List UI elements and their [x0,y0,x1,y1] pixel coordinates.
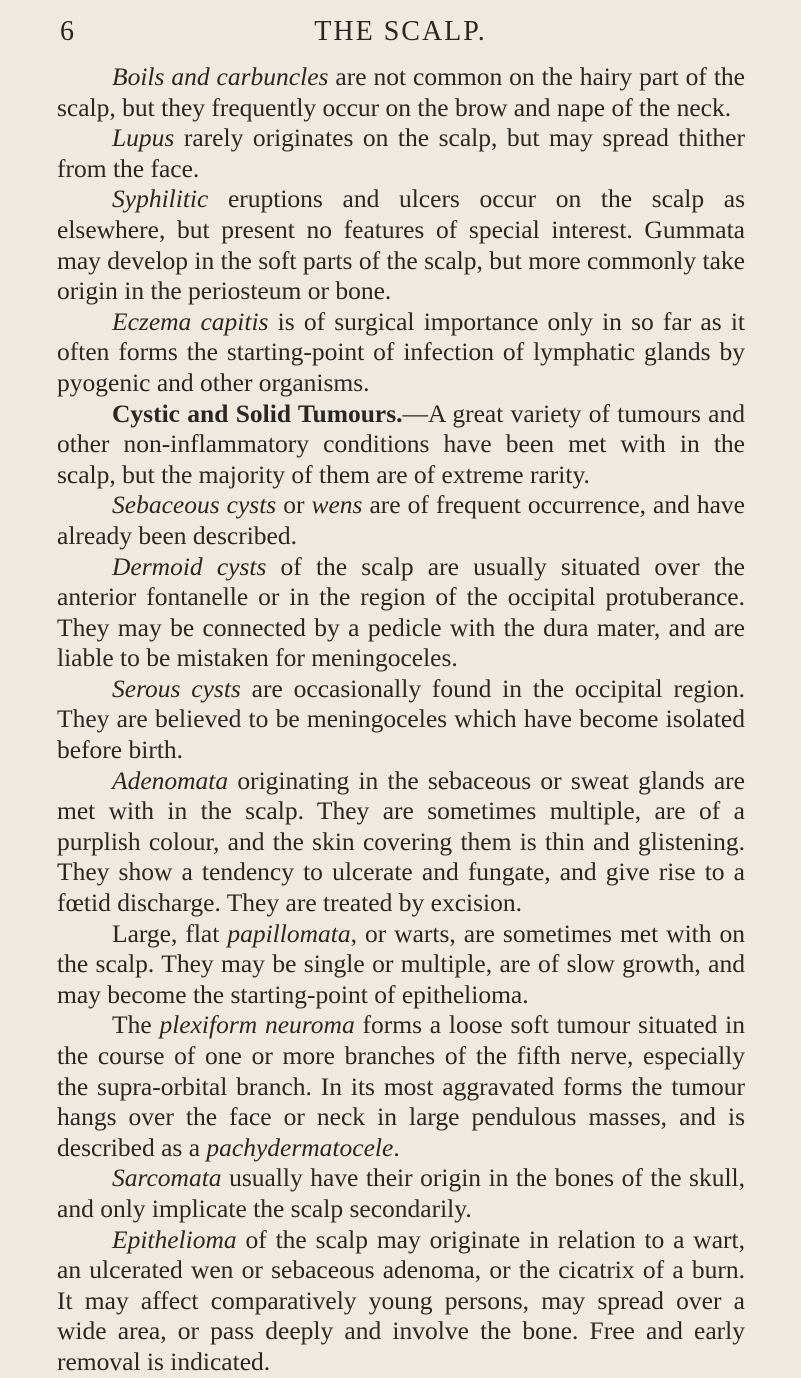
term-sebaceous-cysts: Sebaceous cysts [112,490,277,520]
paragraph-text: . [393,1132,400,1162]
paragraph-text: —A great variety of tumours and other non-inflammatory conditions have been met with in the scalp, but the majority of them are of extreme rarity. [57,398,746,489]
paragraph-text: or [276,490,312,520]
page-header [60,16,741,56]
paragraph-text: , or warts, are sometimes met with on the scalp. They may be single or multiple, are of slow growth, and may become the starting-point of epithelioma. [57,918,745,1009]
paragraph-sarcomata [57,1163,745,1224]
term-serous-cysts: Serous cysts [112,673,241,703]
paragraph-eczema [57,307,745,399]
body-text [57,62,745,1378]
paragraph-text: of the scalp are usually situated over the anterior fontanelle or in the region of the occipital protuberance. They may be connected by a pedicle with the dura mater, and are liable to be mistaken for meningoceles. [57,551,745,673]
running-head: THE SCALP. [314,16,487,47]
term-plexiform-neuroma: plexiform neuroma [159,1010,355,1040]
paragraph-text: The [112,1010,160,1040]
paragraph-text: originating in the sebaceous or sweat glands are met with in the scalp. They are sometimes multiple, are of a purplish colour, and the skin covering them is thin and glistening. They show a tendency to ulcerate and fungate, and give rise to a fœtid discharge. They are treated by excision. [57,765,745,918]
paragraph-serous [57,674,745,766]
section-heading-tumours: Cystic and Solid Tumours. [112,398,403,428]
paragraph-boils [57,62,745,123]
paragraph-text: eruptions and ulcers occur on the scalp as elsewhere, but present no features of special interest. Gummata may develop in the soft parts of the scalp, but more commonly take origin in the periosteum or bone. [57,184,745,306]
paragraph-papillomata [57,919,745,1011]
paragraph-text: usually have their origin in the bones of the skull, and only implicate the scalp secondarily. [57,1163,745,1223]
paragraph-text: forms a loose soft tumour situated in the course of one or more branches of the fifth nerve, especially the supra-orbital branch. In its most aggravated forms the tumour hangs over the face or neck in large pendulous masses, and is described as a [57,1010,745,1162]
paragraph-dermoid [57,552,745,674]
paragraph-text: are of frequent occurrence, and have already been described. [57,490,745,550]
page-number: 6 [60,16,74,47]
paragraph-text: is of surgical importance only in so far as it often forms the starting-point of infection of lymphatic glands by pyogenic and other organisms. [57,306,745,397]
paragraph-sebaceous [57,490,745,551]
term-wens: wens [311,490,363,520]
paragraph-lupus [57,123,745,184]
paragraph-neuroma [57,1010,745,1163]
term-epithelioma: Epithelioma [112,1224,237,1254]
paragraph-tumours-heading [57,399,745,491]
paragraph-syphilitic [57,184,745,306]
term-adenomata: Adenomata [112,765,229,795]
term-syphilitic: Syphilitic [112,184,209,214]
term-eczema: Eczema capitis [112,306,269,336]
term-lupus: Lupus [112,123,175,153]
term-dermoid-cysts: Dermoid cysts [112,551,267,581]
paragraph-text: rarely originates on the scalp, but may spread thither from the face. [57,123,745,183]
paragraph-text: Large, flat [112,918,228,948]
term-pachydermatocele: pachydermatocele [206,1132,394,1162]
term-sarcomata: Sarcomata [112,1163,222,1193]
paragraph-text: are occasionally found in the occipital region. They are believed to be meningoceles which have become isolated before birth. [57,673,745,765]
paragraph-epithelioma [57,1225,745,1378]
term-papillomata: papillomata [227,918,351,948]
paragraph-text: are not common on the hairy part of the scalp, but they frequently occur on the brow and nape of the neck. [57,62,745,122]
term-boils: Boils and carbuncles [112,62,329,91]
paragraph-adenomata [57,766,745,919]
paragraph-text: of the scalp may originate in relation to a wart, an ulcerated wen or sebaceous adenoma, or the cicatrix of a burn. It may affect comparatively young persons, may spread over a wide area, or pass deeply and involve the bone. Free and early removal is indicated. [57,1224,745,1376]
